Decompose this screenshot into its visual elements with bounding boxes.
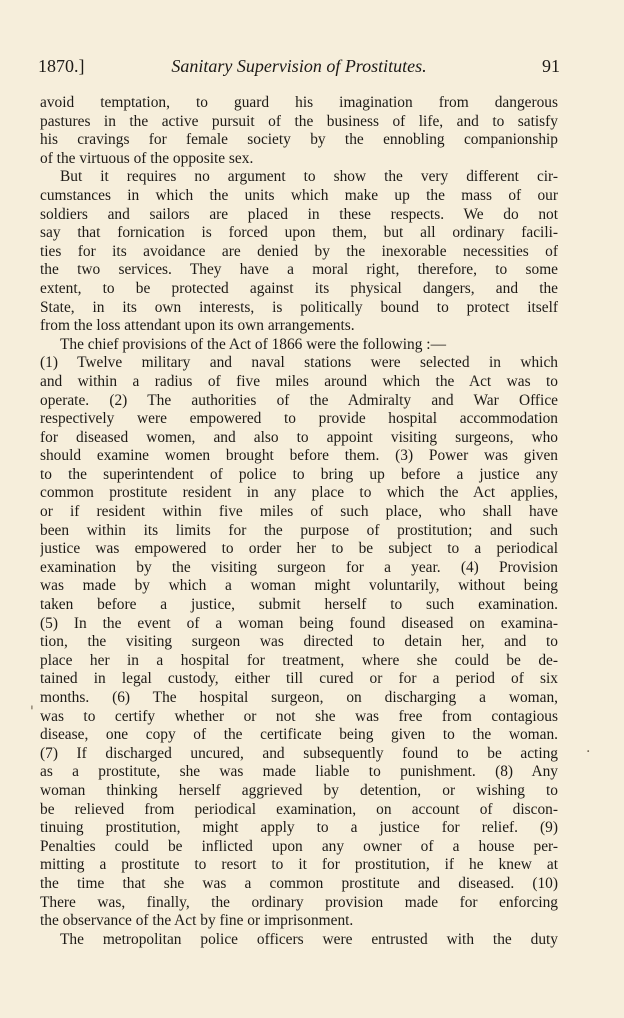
text-line: of the virtuous of the opposite sex. — [40, 149, 254, 167]
text-line: (1) Twelve military and naval stations were selected in which — [40, 354, 558, 372]
text-line: been within its limits for the purpose of prostitution; and such — [40, 521, 558, 539]
header-title: Sanitary Supervision of Prostitutes. — [171, 56, 427, 76]
text-line: common prostitute resident in any place to which the Act applies, — [40, 484, 558, 502]
text-line: The chief provisions of the Act of 1866 were the following :— — [60, 335, 446, 353]
text-line: place her in a hospital for treatment, where she could be de- — [40, 651, 558, 669]
text-line: cumstances in which the units which make up the mass of our — [40, 186, 558, 204]
text-line: soldiers and sailors are placed in these respects. We do not — [40, 205, 558, 223]
text-line: Penalties could be inflicted upon any owner of a house per- — [40, 837, 558, 855]
text-line: to the superintendent of police to bring up before a justice any — [40, 465, 558, 483]
body-text — [40, 94, 558, 949]
text-line: justice was empowered to order her to be subject to a periodical — [40, 540, 558, 558]
header-year: 1870.] — [38, 56, 85, 76]
text-line: the observance of the Act by fine or imprisonment. — [40, 912, 354, 930]
text-line: was made by which a woman might voluntarily, without being — [40, 577, 558, 595]
text-line: or if resident within five miles of such place, who shall have — [40, 503, 558, 521]
text-line: as a prostitute, she was made liable to punishment. (8) Any — [40, 763, 558, 781]
margin-mark: ' — [30, 704, 34, 720]
text-line: the time that she was a common prostitute and diseased. (10) — [40, 874, 558, 892]
text-line: But it requires no argument to show the very different cir- — [60, 168, 558, 186]
text-line: mitting a prostitute to resort to it for prostitution, if he knew at — [40, 856, 558, 874]
text-line: pastures in the active pursuit of the business of life, and to satisfy — [40, 112, 558, 130]
text-line: respectively were empowered to provide hospital accommodation — [40, 410, 558, 428]
text-line: was to certify whether or not she was free from contagious — [40, 707, 558, 725]
text-line: The metropolitan police officers were entrusted with the duty — [60, 930, 558, 948]
text-line: taken before a justice, submit herself to such examination. — [40, 596, 558, 614]
text-line: say that fornication is forced upon them, but all ordinary facili- — [40, 224, 558, 242]
text-line: (7) If discharged uncured, and subsequently found to be acting — [40, 744, 558, 762]
text-line: State, in its own interests, is politically bound to protect itself — [40, 298, 558, 316]
text-line: tion, the visiting surgeon was directed to detain her, and to — [40, 633, 558, 651]
text-line: for diseased women, and also to appoint visiting surgeons, who — [40, 428, 558, 446]
text-line: There was, finally, the ordinary provision made for enforcing — [40, 893, 558, 911]
text-line: (5) In the event of a woman being found diseased on examina- — [40, 614, 558, 632]
text-line: the two services. They have a moral right, therefore, to some — [40, 261, 558, 279]
text-line: operate. (2) The authorities of the Admiralty and War Office — [40, 391, 558, 409]
text-line: tained in legal custody, either till cured or for a period of six — [40, 670, 558, 688]
text-line: tinuing prostitution, might apply to a justice for relief. (9) — [40, 819, 558, 837]
text-line: and within a radius of five miles around which the Act was to — [40, 372, 558, 390]
text-line: woman thinking herself aggrieved by detention, or wishing to — [40, 781, 558, 799]
page-number: 91 — [542, 56, 560, 76]
text-line: examination by the visiting surgeon for a year. (4) Provision — [40, 558, 558, 576]
text-line: his cravings for female society by the ennobling companionship — [40, 131, 558, 149]
margin-dot: · — [586, 744, 591, 760]
text-line: from the loss attendant upon its own arrangements. — [40, 317, 355, 335]
text-line: be relieved from periodical examination, on account of discon- — [40, 800, 558, 818]
text-line: should examine women brought before them. (3) Power was given — [40, 447, 558, 465]
text-line: months. (6) The hospital surgeon, on discharging a woman, — [40, 689, 558, 706]
text-line: avoid temptation, to guard his imagination from dangerous — [40, 94, 558, 111]
text-line: disease, one copy of the certificate being given to the woman. — [40, 726, 558, 744]
text-line: extent, to be protected against its physical dangers, and the — [40, 279, 558, 297]
text-line: ties for its avoidance are denied by the inexorable necessities of — [40, 242, 558, 260]
running-header — [38, 56, 560, 80]
